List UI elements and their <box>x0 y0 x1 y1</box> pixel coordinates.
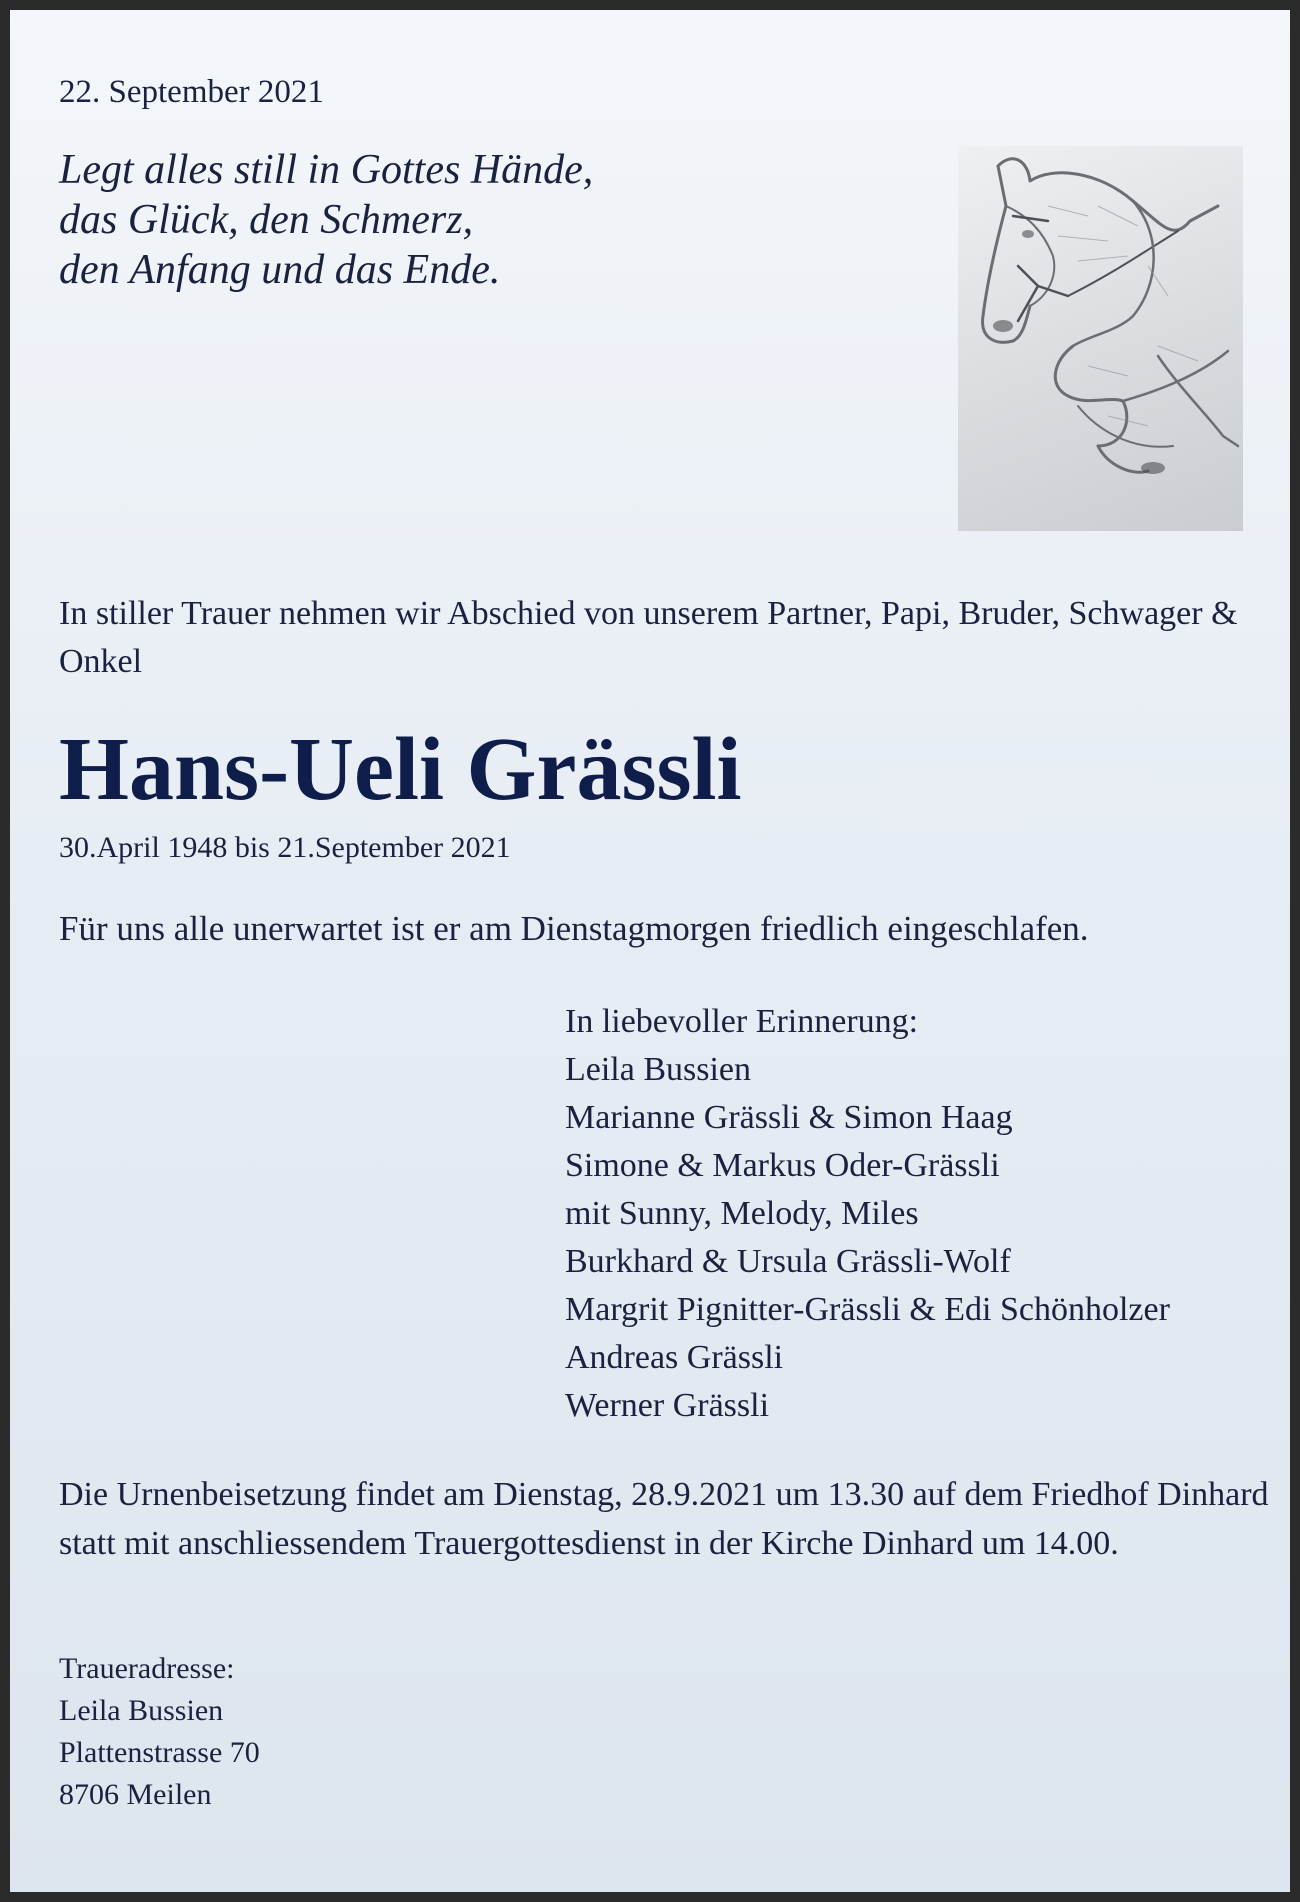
mourner-name: Andreas Grässli <box>565 1339 784 1376</box>
mourners-heading: In liebevoller Erinnerung: <box>565 1003 919 1040</box>
intro-text: In stiller Trauer nehmen wir Abschied von unserem Partner, Papi, Bruder, Schwager & Onkel <box>59 595 1238 680</box>
mourners-list <box>565 998 1170 1430</box>
statement: Für uns alle unerwartet ist er am Dienstagmorgen friedlich eingeschlafen. <box>59 909 1089 948</box>
horse-drawing-image <box>958 146 1243 531</box>
verse <box>59 145 593 295</box>
mourner-name: Simone & Markus Oder-Grässli <box>565 1147 1000 1184</box>
mourner-name: Margrit Pignitter-Grässli & Edi Schönholzer <box>565 1291 1170 1328</box>
mourner-name: Werner Grässli <box>565 1387 770 1424</box>
lifespan: 30.April 1948 bis 21.September 2021 <box>59 831 511 864</box>
mourner-name: Marianne Grässli & Simon Haag <box>565 1099 1013 1136</box>
verse-line: Legt alles still in Gottes Hände, <box>59 147 594 193</box>
verse-line: das Glück, den Schmerz, <box>59 197 474 243</box>
address-label: Traueradresse: <box>59 1652 235 1685</box>
address-city: 8706 Meilen <box>59 1778 212 1811</box>
horse-drawing-icon <box>958 146 1243 531</box>
mourning-address <box>59 1648 260 1816</box>
service-details: Die Urnenbeisetzung findet am Dienstag, 28.9.2021 um 13.30 auf dem Friedhof Dinhard statt mit anschliessendem Trauergottesdienst in der Kirche Dinhard um 14.00. <box>59 1476 1269 1562</box>
deceased-name: Hans-Ueli Grässli <box>59 720 742 819</box>
address-street: Plattenstrasse 70 <box>59 1736 260 1769</box>
address-name: Leila Bussien <box>59 1694 224 1727</box>
verse-line: den Anfang und das Ende. <box>59 247 501 293</box>
mourner-name: mit Sunny, Melody, Miles <box>565 1195 919 1232</box>
mourner-name: Burkhard & Ursula Grässli-Wolf <box>565 1243 1011 1280</box>
mourner-name: Leila Bussien <box>565 1051 752 1088</box>
publication-date: 22. September 2021 <box>59 74 324 110</box>
